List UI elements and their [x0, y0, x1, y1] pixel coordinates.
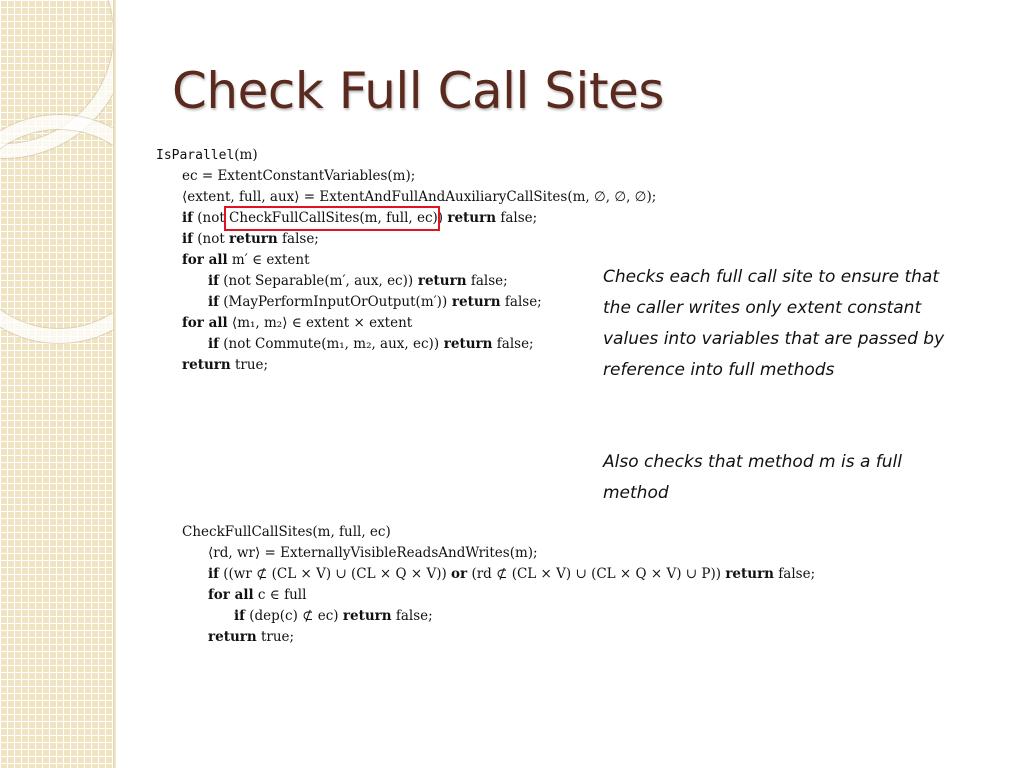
- sidebar-divider: [113, 0, 116, 768]
- algo-line: for all ⟨m₁, m₂⟩ ∈ extent × extent: [182, 315, 413, 331]
- highlighted-call: CheckFullCallSites(m, full, ec): [229, 210, 438, 226]
- algo-line: return true;: [182, 357, 269, 373]
- algorithm-check-full-call-sites: [182, 522, 815, 648]
- decorative-sidebar: [0, 0, 113, 768]
- algo-line: if (not Commute(m₁, m₂, aux, ec)) return false;: [208, 336, 534, 352]
- algo-line: if ((wr ⊄ (CL × V) ∪ (CL × Q × V)) or (rd ⊄ (CL × V) ∪ (CL × Q × V) ∪ P)) return false;: [208, 566, 816, 582]
- algo-line: if (not return false;: [182, 231, 319, 247]
- algo-line: return true;: [208, 629, 295, 645]
- algo-line: ⟨extent, full, aux⟩ = ExtentAndFullAndAuxiliaryCallSites(m, ∅, ∅, ∅);: [182, 189, 657, 205]
- algo-line: if (dep(c) ⊄ ec) return false;: [234, 608, 433, 624]
- algo-line: if (MayPerformInputOrOutput(m′)) return false;: [208, 294, 542, 310]
- algo-line: for all c ∈ full: [208, 587, 307, 603]
- explanation-paragraph: Checks each full call site to ensure that the caller writes only extent constant values into variables that are passed by reference into full methods: [603, 267, 945, 380]
- algo-line: ec = ExtentConstantVariables(m);: [182, 168, 416, 184]
- algo-line: CheckFullCallSites(m, full, ec): [182, 524, 391, 540]
- algo-line: ⟨rd, wr⟩ = ExternallyVisibleReadsAndWrites(m);: [208, 545, 538, 561]
- algo-line: IsParallel(m): [156, 147, 258, 163]
- algo-line: if (not CheckFullCallSites(m, full, ec)) return false;: [182, 210, 538, 226]
- algo-line: for all m′ ∈ extent: [182, 252, 310, 268]
- explanation-paragraph: Also checks that method m is a full method: [603, 452, 903, 503]
- decorative-ring: [0, 115, 113, 343]
- slide-title: Check Full Call Sites: [172, 62, 664, 120]
- algorithm-is-parallel: [156, 145, 656, 376]
- algo-line: if (not Separable(m′, aux, ec)) return false;: [208, 273, 508, 289]
- highlight-box: [224, 206, 440, 231]
